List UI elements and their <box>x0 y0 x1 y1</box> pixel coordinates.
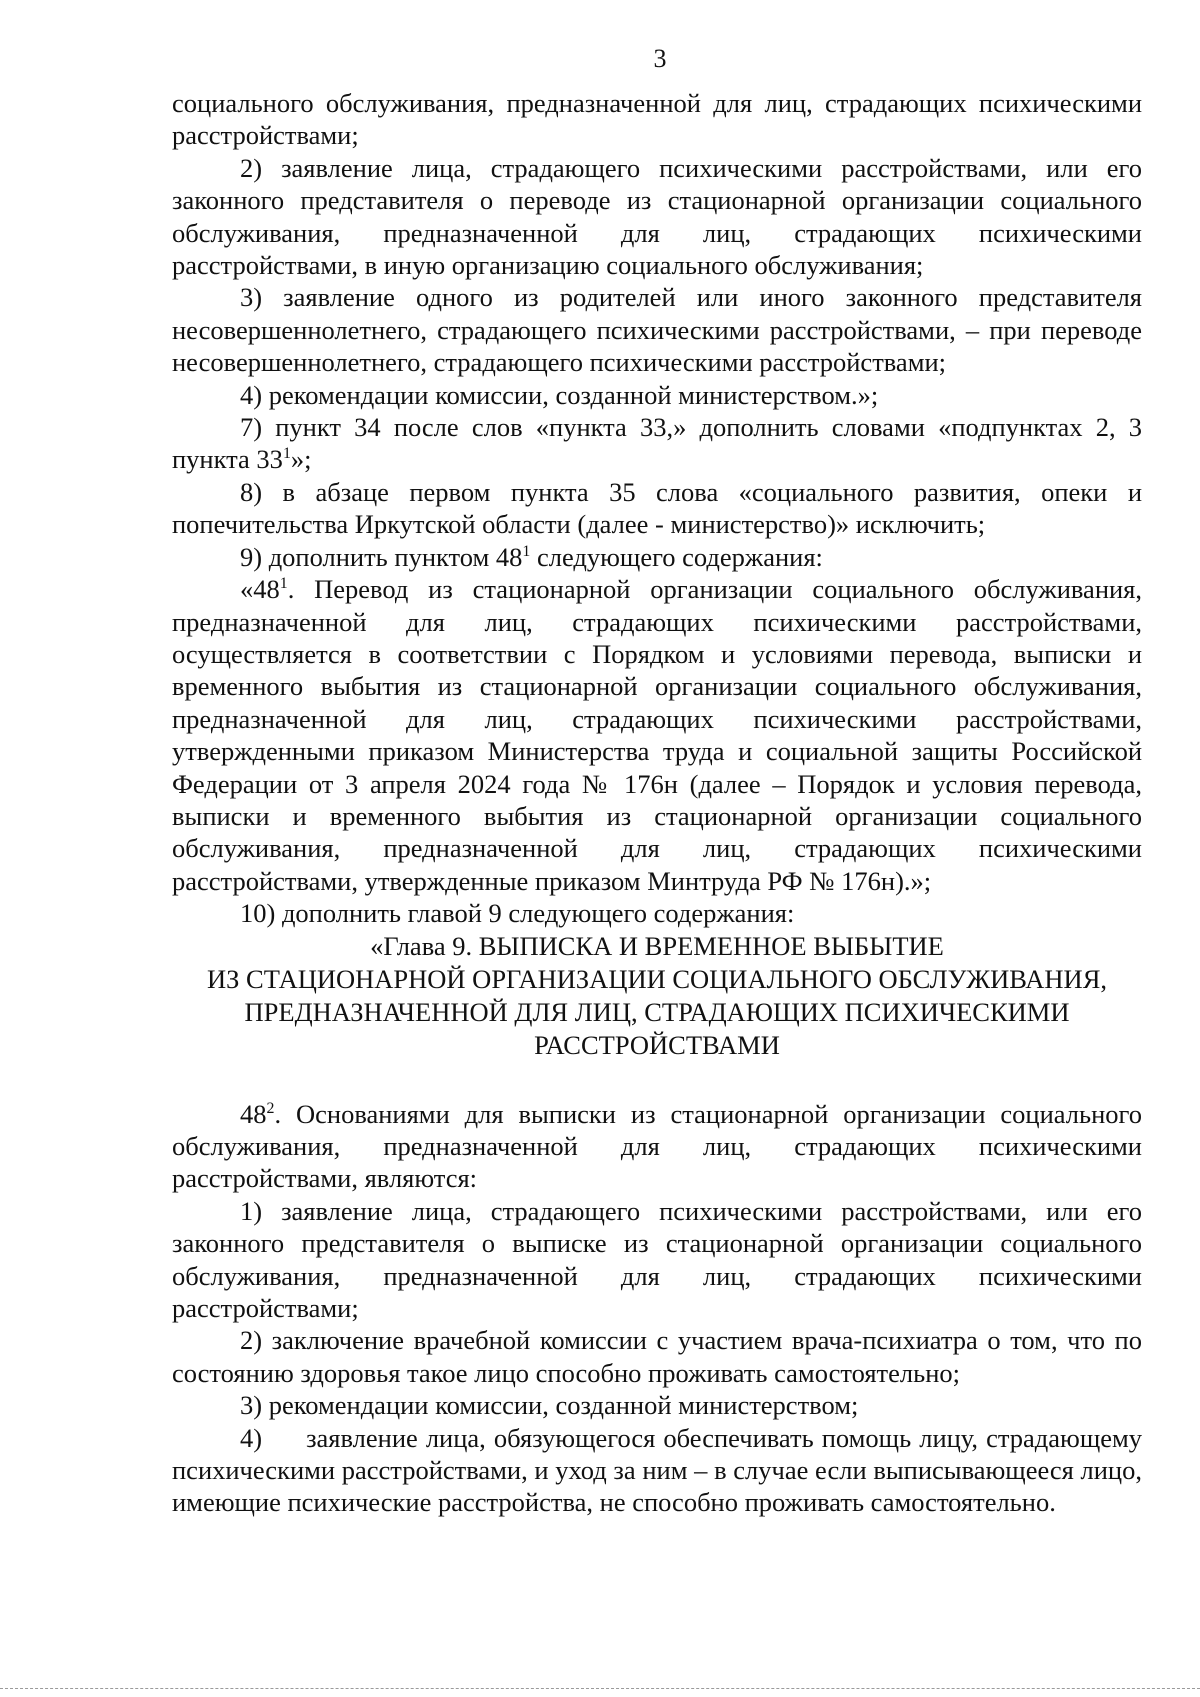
paragraph-continuation: социального обслуживания, предназначенной для лиц, страдающих психическими расстройствами; <box>172 88 1142 151</box>
chapter-heading-line: РАССТРОЙСТВАМИ <box>534 1029 780 1060</box>
paragraph-text: 9) дополнить пунктом 48 <box>240 541 523 572</box>
paragraph-amendment-8: 8) в абзаце первом пункта 35 слова «социального развития, опеки и попечительства Иркутской области (далее - министерство)» исключить; <box>172 476 1142 540</box>
chapter-heading-line: «Глава 9. ВЫПИСКА И ВРЕМЕННОЕ ВЫБЫТИЕ <box>370 930 944 961</box>
scan-edge-line <box>0 1688 1200 1689</box>
paragraph-text: следующего содержания: <box>530 541 823 572</box>
page-number: 3 <box>653 44 667 73</box>
paragraph-item-4: 4) рекомендации комиссии, созданной министерством.»; <box>240 379 879 410</box>
paragraph-point-48-1 <box>172 573 1142 897</box>
paragraph-text: заявление лица, обязующегося обеспечивать помощь лицу, страдающему психическими расстройствами, и уход за ним – в случае если выписывающееся лицо, имеющие психические расстройства, не способно проживать самостоятельно. <box>172 1422 1142 1518</box>
paragraph-text: «48 <box>240 574 280 605</box>
paragraph-ground-1: 1) заявление лица, страдающего психическими расстройствами, или его законного представителя о выписке из стационарной организации социального обслуживания, предназначенной для лиц, страдающих психическими расстройствами; <box>172 1195 1142 1323</box>
paragraph-ground-4 <box>172 1422 1142 1519</box>
paragraph-text: . Перевод из стационарной организации социального обслуживания, предназначенной для лиц, страдающих психическими расстройствами, осуществляется в соответствии с Порядком и условиями перевода, выписки и временного выбытия из стационарной организации социального обслуживания, предназначенной для лиц, страдающих психическими расстройствами, утвержденными приказом Министерства труда и социальной защиты Российской Федерации от 3 апреля 2024 года № 176н (далее – Порядок и условия перевода, выписки и временного выбытия из стационарной организации социального обслуживания, предназначенной для лиц, страдающих психическими расстройствами, утвержденные приказом Минтруда РФ № 176н).»; <box>172 574 1142 896</box>
superscript: 1 <box>279 575 288 593</box>
paragraph-amendment-9 <box>172 541 1142 573</box>
paragraph-point-48-2 <box>172 1098 1142 1195</box>
chapter-heading-line: ПРЕДНАЗНАЧЕННОЙ ДЛЯ ЛИЦ, СТРАДАЮЩИХ ПСИХИЧЕСКИМИ <box>244 996 1070 1027</box>
paragraph-ground-3: 3) рекомендации комиссии, созданной министерством; <box>240 1390 859 1421</box>
chapter-heading <box>172 930 1142 1062</box>
paragraph-text: 48 <box>240 1098 267 1129</box>
paragraph-item-2: 2) заявление лица, страдающего психическими расстройствами, или его законного представителя о переводе из стационарной организации социального обслуживания, предназначенной для лиц, страдающих психическими расстройствами, в иную организацию социального обслуживания; <box>172 152 1142 281</box>
paragraph-text: . Основаниями для выписки из стационарной организации социального обслуживания, предназначенной для лиц, страдающих психическими расстройствами, являются: <box>172 1098 1142 1194</box>
document-body <box>172 87 1142 1519</box>
superscript: 1 <box>282 445 291 463</box>
paragraph-amendment-10: 10) дополнить главой 9 следующего содержания: <box>240 898 795 929</box>
paragraph-ground-2: 2) заключение врачебной комиссии с участием врача-психиатра о том, что по состоянию здоровья такое лицо способно проживать самостоятельно; <box>172 1325 1142 1388</box>
list-number: 4) <box>240 1422 263 1453</box>
paragraph-amendment-7 <box>172 411 1142 476</box>
chapter-heading-line: ИЗ СТАЦИОНАРНОЙ ОРГАНИЗАЦИИ СОЦИАЛЬНОГО ОБСЛУЖИВАНИЯ, <box>207 963 1107 994</box>
paragraph-item-3: 3) заявление одного из родителей или иного законного представителя несовершеннолетнего, страдающего психическими расстройствами, – при переводе несовершеннолетнего, страдающего психическими расстройствами; <box>172 282 1142 378</box>
paragraph-text: 7) пункт 34 после слов «пункта 33,» дополнить словами «подпунктах 2, 3 пункта 33 <box>172 412 1142 475</box>
paragraph-text: »; <box>290 444 312 475</box>
superscript: 1 <box>522 542 531 560</box>
superscript: 2 <box>266 1099 275 1117</box>
spacer <box>172 1062 1142 1098</box>
